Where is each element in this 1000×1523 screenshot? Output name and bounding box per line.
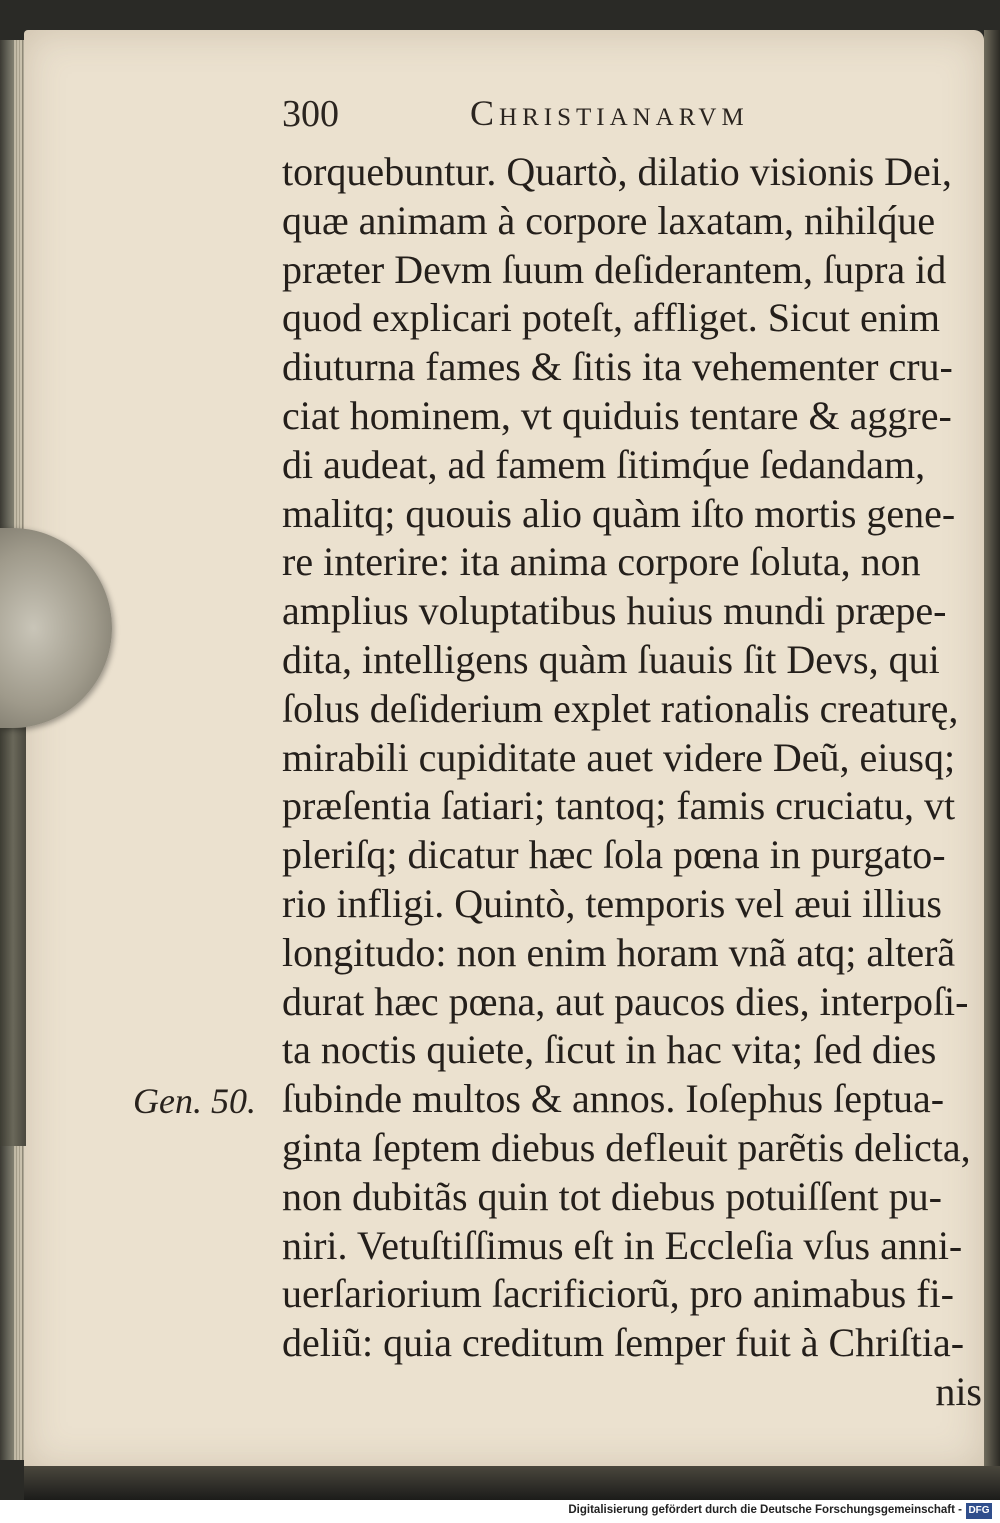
text-line: præſentia ſatiari; tantoq; famis cruciatu, vt (282, 783, 956, 829)
text-line: deliũ: quia creditum ſemper fuit à Chriſtia- (282, 1320, 965, 1366)
catchword: nis (935, 1368, 982, 1414)
text-line: re interire: ita anima corpore ſoluta, non (282, 539, 921, 585)
text-line: di audeat, ad famem ſitimq́ue ſedandam, (282, 441, 926, 487)
text-line: longitudo: non enim horam vnã atq; alterã (282, 929, 956, 975)
text-line: pleriſq; dicatur hæc ſola pœna in purgato- (282, 832, 946, 878)
text-line: ſolus deſiderium explet rationalis creaturę, (282, 685, 959, 731)
text-line: quæ animam à corpore laxatam, nihilq́ue (282, 197, 936, 243)
running-head (282, 92, 922, 142)
text-line: torquebuntur. Quartò, dilatio visionis Dei, (282, 149, 952, 194)
text-line: amplius voluptatibus huius mundi præpe- (282, 588, 947, 634)
text-line: ciat hominem, vt quiduis tentare & aggre- (282, 392, 952, 438)
text-line: rio infligi. Quintò, temporis vel æui illius (282, 880, 942, 926)
footer-credit: Digitalisierung gefördert durch die Deutsche Forschungsgemeinschaft - (568, 1504, 962, 1516)
text-line: diuturna fames & ſitis ita vehementer cru- (282, 344, 953, 390)
footer-bar (0, 1500, 1000, 1523)
cover-bottom-edge (24, 1466, 1000, 1500)
clasp-strap (0, 726, 26, 1146)
text-line: non dubitãs quin tot diebus potuiſſent pu- (282, 1173, 942, 1219)
text-line: ſubinde multos & annos. Ioſephus ſeptua- (282, 1076, 945, 1122)
text-line: præter Devm ſuum deſiderantem, ſupra id (282, 246, 947, 292)
cover-right-edge (984, 30, 1000, 1470)
body-text (282, 148, 982, 1417)
dfg-logo: DFG (966, 1503, 992, 1519)
margin-note: Gen. 50. (133, 1081, 256, 1121)
text-line: ta noctis quiete, ſicut in hac vita; ſed dies (282, 1027, 937, 1073)
page-number: 300 (282, 93, 339, 135)
text-line: ginta ſeptem diebus defleuit parẽtis delicta, (282, 1124, 971, 1170)
text-line: durat hæc pœna, aut paucos dies, interpoſi- (282, 978, 969, 1024)
text-line: malitq; quouis alio quàm iſto mortis gene- (282, 490, 956, 536)
text-line: dita, intelligens quàm ſuauis ſit Devs, qui (282, 636, 940, 682)
text-line: mirabili cupiditate auet videre Deũ, eiusq; (282, 734, 956, 780)
running-title: Christianarvm (470, 93, 749, 133)
text-line: quod explicari poteſt, affliget. Sicut enim (282, 295, 940, 341)
text-line: uerſariorium ſacrificiorũ, pro animabus fi- (282, 1271, 954, 1317)
text-line: niri. Vetuſtiſſimus eſt in Eccleſia vſus anni- (282, 1222, 963, 1268)
